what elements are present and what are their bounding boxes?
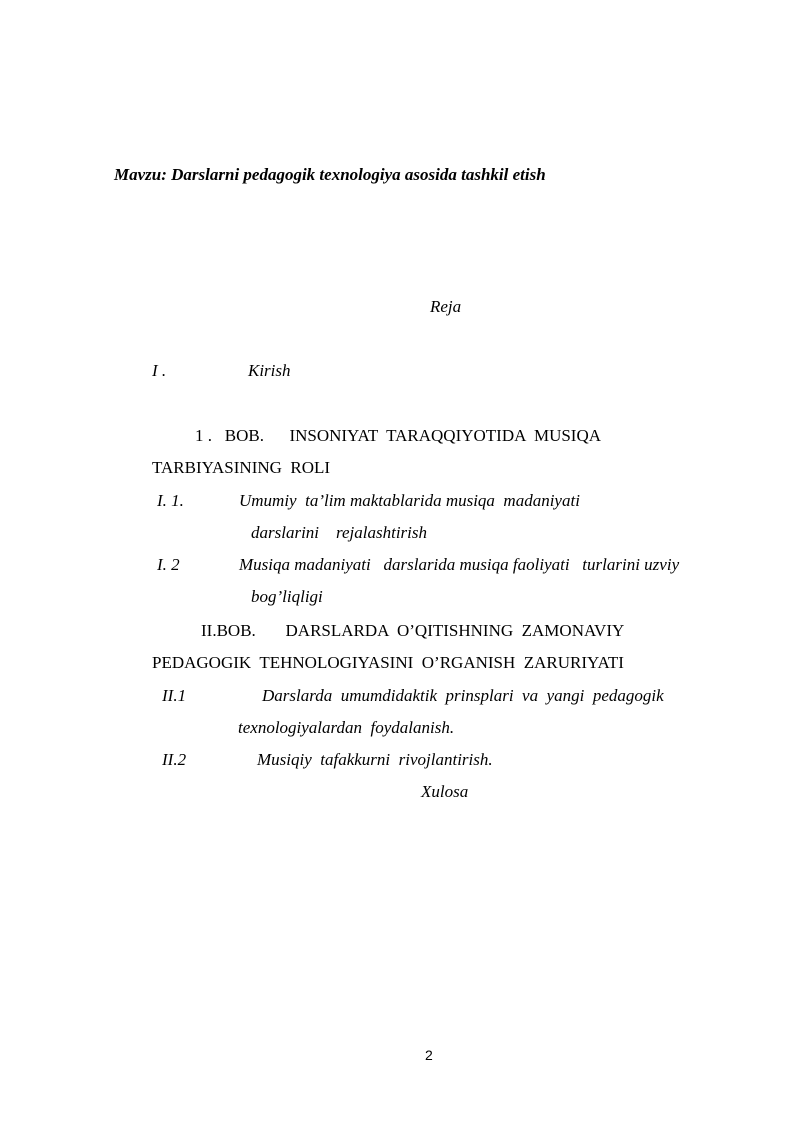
section-1-1-number: I. 1. [157, 491, 184, 510]
conclusion-label: Xulosa [421, 782, 469, 801]
chapter1-heading-line1: 1 . BOB. INSONIYAT TARAQQIYOTIDA MUSIQA [195, 426, 602, 445]
intro-label: Kirish [248, 361, 291, 380]
intro-number: I . [152, 361, 167, 380]
chapter1-heading-line2: TARBIYASINING ROLI [152, 458, 331, 477]
section-2-2-title-line1: Musiqiy tafakkurni rivojlantirish. [257, 750, 493, 769]
section-1-1-title-line2: darslarini rejalashtirish [251, 523, 428, 542]
section-2-1-title-line1: Darslarda umumdidaktik prinsplari va yangi pedagogik [262, 686, 664, 705]
chapter2-heading-line1: II.BOB. DARSLARDA O’QITISHNING ZAMONAVIY [201, 621, 625, 640]
section-1-1-title-line1: Umumiy ta’lim maktablarida musiqa madaniyati [239, 491, 580, 510]
page-title: Mavzu: Darslarni pedagogik texnologiya asosida tashkil etish [114, 165, 546, 184]
section-1-2-number: I. 2 [157, 555, 180, 574]
page-number: 2 [425, 1047, 433, 1063]
section-2-1-title-line2: texnologiyalardan foydalanish. [238, 718, 455, 737]
section-2-2-number: II.2 [162, 750, 187, 769]
section-1-2-title-line2: bog’liqligi [251, 587, 323, 606]
plan-heading: Reja [430, 297, 462, 316]
chapter2-heading-line2: PEDAGOGIK TEHNOLOGIYASINI O’RGANISH ZARURIYATI [152, 653, 624, 672]
section-1-2-title-line1: Musiqa madaniyati darslarida musiqa faoliyati turlarini uzviy [239, 555, 680, 574]
section-2-1-number: II.1 [162, 686, 187, 705]
